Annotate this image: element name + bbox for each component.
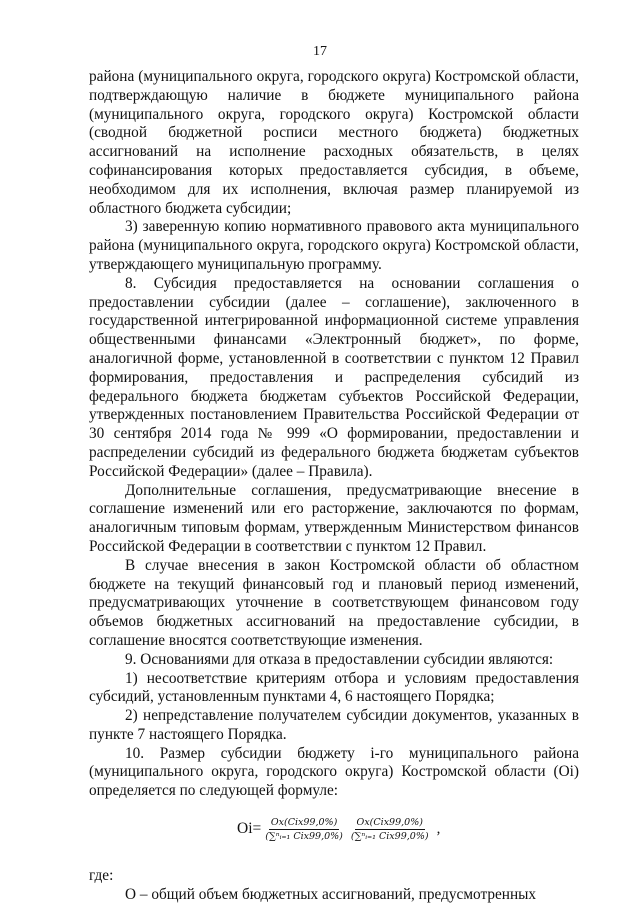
paragraph: 1) несоответствие критериям отбора и условиям предоставления субсидий, установленным пунктами 4, 6 настоящего Порядка; (89, 669, 579, 706)
fraction-denominator: (∑ⁿᵢ₌₁ Cix99,0%) (265, 831, 343, 843)
paragraph: 8. Субсидия предоставляется на основании соглашения о предоставлении субсидии (далее – соглашение), заключенного в государственной интегрированной информационной системе управления общественными финансами «Электронный бюджет», по форме, аналогичной форме, установленной в соответствии с пунктом 12 Правил формирования, предоставления и распределения субсидий из федерального бюджета бюджетам субъектов Российской Федерации, утвержденных постановлением Правительства Российской Федерации от 30 сентября 2014 года № 999 «О формировании, предоставлении и распределении субсидий из федерального бюджета бюджетам субъектов Российской Федерации» (далее – Правила). (89, 274, 579, 480)
paragraph: района (муниципального округа, городского округа) Костромской области, подтверждающую наличие в бюджете муниципального района (муниципального округа, городского округа) Костромской области (сводной бюджетной росписи местного бюджета) бюджетных ассигнований на исполнение расходных обязательств, в целях софинансирования которых предоставляется субсидия, в объеме, необходимом для их исполнения, включая размер планируемой из областного бюджета субсидии; (89, 68, 579, 217)
paragraph: В случае внесения в закон Костромской области об областном бюджете на текущий финансовый год и плановый период изменений, предусматривающих уточнение в соответствующем финансовом году объемов бюджетных ассигнований на предоставление субсидии, в соглашение вносятся соответствующие изменения. (89, 556, 579, 649)
formula-fraction-1 (263, 817, 345, 842)
subsidy-formula (89, 801, 579, 859)
fraction-numerator: Ox(Cix99,0%) (270, 817, 338, 829)
page-number: 17 (313, 44, 327, 59)
paragraph-where: где: (89, 867, 114, 885)
fraction-numerator: Ox(Cix99,0%) (356, 817, 423, 829)
paragraph: 3) заверенную копию нормативного правового акта муниципального района (муниципального округа, городского округа) Костромской области, утверждающего муниципальную программу. (89, 218, 579, 273)
fraction-denominator: (∑ⁿᵢ₌₁ Cix99,0%) (350, 831, 429, 843)
paragraph: 10. Размер субсидии бюджету i-го муниципального района (муниципального округа, городского округа) Костромской области (Oi) определяется по следующей формуле: (89, 744, 579, 800)
paragraph: 2) непредставление получателем субсидии документов, указанных в пункте 7 настоящего Порядка. (89, 707, 579, 743)
paragraph: O – общий объем бюджетных ассигнований, предусмотренных (125, 885, 537, 903)
paragraph: 9. Основаниями для отказа в предоставлении субсидии являются: (125, 650, 554, 668)
formula-fraction-2 (349, 817, 431, 842)
document-body (89, 68, 579, 905)
formula-comma: , (436, 821, 441, 838)
formula-lhs: Oi= (237, 820, 262, 838)
paragraph: Дополнительные соглашения, предусматривающие внесение в соглашение изменений или его расторжение, заключаются по формам, аналогичным типовым формам, утвержденным Министерством финансов Российской Федерации в соответствии с пунктом 12 Правил. (89, 481, 579, 555)
